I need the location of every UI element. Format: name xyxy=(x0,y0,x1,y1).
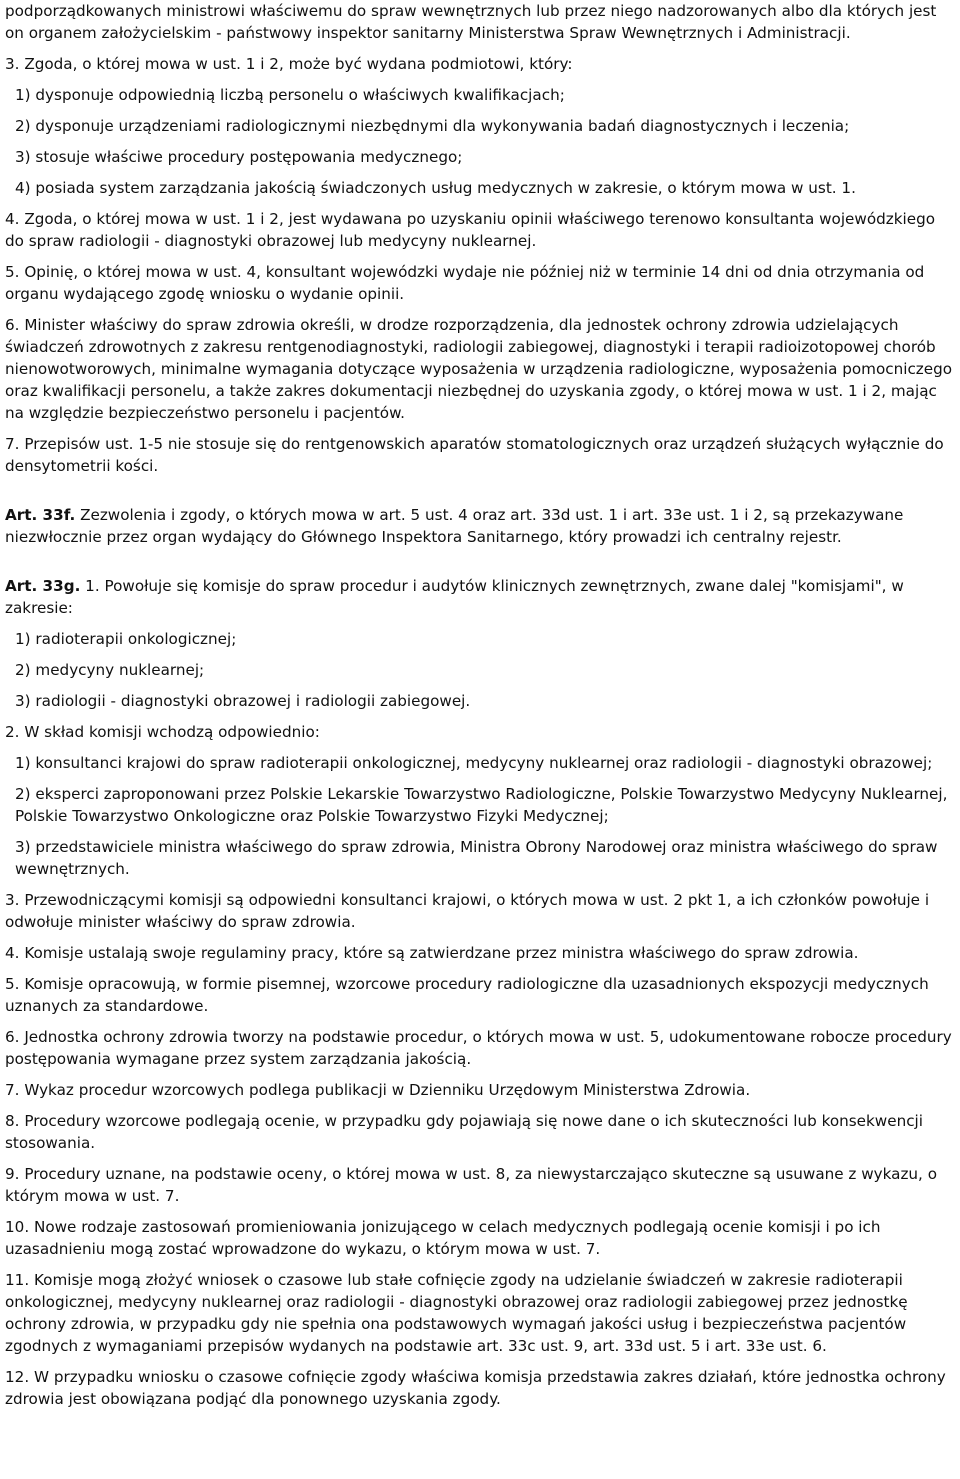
paragraph-6: 6. Minister właściwy do spraw zdrowia określi, w drodze rozporządzenia, dla jednostek ochrony zdrowia udzielających świadczeń zdrowotnych z zakresu rentgenodiagnostyki, radiologii zabiegowej, diagnostyki i terapii radioizotopowej chorób nienowotworowych, minimalne wymagania dotyczące wyposażenia w urządzenia radiologiczne, wyposażenia pomocniczego oraz kwalifikacji personelu, a także zakres dokumentacji niezbędnej do uzyskania zgody, o której mowa w ust. 1 i 2, mając na względzie bezpieczeństwo personelu i pacjentów. xyxy=(5,316,953,422)
paragraph-4: 4. Zgoda, o której mowa w ust. 1 i 2, jest wydawana po uzyskaniu opinii właściwego terenowo konsultanta wojewódzkiego do spraw radiologii - diagnostyki obrazowej lub medycyny nuklearnej. xyxy=(5,210,936,250)
paragraph-4: 4. Komisje ustalają swoje regulaminy pracy, które są zatwierdzane przez ministra właściwego do spraw zdrowia. xyxy=(5,944,859,962)
list-item: 2) medycyny nuklearnej; xyxy=(15,661,205,679)
article-text: Zezwolenia i zgody, o których mowa w art. 5 ust. 4 oraz art. 33d ust. 1 i art. 33e ust. 1 i 2, są przekazywane niezwłocznie przez organ wydający do Głównego Inspektora Sanitarnego, który prowadzi ich centralny rejestr. xyxy=(5,506,904,546)
list-item: 3) radiologii - diagnostyki obrazowej i radiologii zabiegowej. xyxy=(15,692,471,710)
list-item: 1) radioterapii onkologicznej; xyxy=(15,630,237,648)
paragraph-intro-continued: podporządkowanych ministrowi właściwemu do spraw wewnętrznych lub przez niego nadzorowanych albo dla których jest on organem założycielskim - państwowy inspektor sanitarny Ministerstwa Spraw Wewnętrznych i Administracji. xyxy=(5,2,937,42)
paragraph-12: 12. W przypadku wniosku o czasowe cofnięcie zgody właściwa komisja przedstawia zakres działań, które jednostka ochrony zdrowia jest obowiązana podjąć dla ponownego uzyskania zgody. xyxy=(5,1368,946,1408)
list-item: 2) dysponuje urządzeniami radiologicznymi niezbędnymi dla wykonywania badań diagnostycznych i leczenia; xyxy=(15,117,850,135)
paragraph-8: 8. Procedury wzorcowe podlegają ocenie, w przypadku gdy pojawiają się nowe dane o ich skuteczności lub konsekwencji stosowania. xyxy=(5,1112,923,1152)
list-item: 2) eksperci zaproponowani przez Polskie Lekarskie Towarzystwo Radiologiczne, Polskie Towarzystwo Medycyny Nuklearnej, Polskie Towarzystwo Onkologiczne oraz Polskie Towarzystwo Fizyki Medycznej; xyxy=(15,785,948,825)
paragraph-3: 3. Zgoda, o której mowa w ust. 1 i 2, może być wydana podmiotowi, który: xyxy=(5,55,573,73)
list-item: 1) dysponuje odpowiednią liczbą personelu o właściwych kwalifikacjach; xyxy=(15,86,565,104)
list-item: 3) przedstawiciele ministra właściwego do spraw zdrowia, Ministra Obrony Narodowej oraz ministra właściwego do spraw wewnętrznych. xyxy=(15,838,938,878)
paragraph-11: 11. Komisje mogą złożyć wniosek o czasowe lub stałe cofnięcie zgody na udzielanie świadczeń w zakresie radioterapii onkologicznej, medycyny nuklearnej oraz radiologii - diagnostyki obrazowej oraz radiologii zabiegowej przez jednostkę ochrony zdrowia, w przypadku gdy nie spełnia ona podstawowych wymagań jakości usług i bezpieczeństwa pacjentów zgodnych z wymaganiami przepisów wydanych na podstawie art. 33c ust. 9, art. 33d ust. 5 i art. 33e ust. 6. xyxy=(5,1271,908,1355)
article-text: 1. Powołuje się komisje do spraw procedur i audytów klinicznych zewnętrznych, zwane dalej "komisjami", w zakresie: xyxy=(5,577,904,617)
paragraph-2: 2. W skład komisji wchodzą odpowiednio: xyxy=(5,723,320,741)
article-label: Art. 33f. xyxy=(5,506,76,524)
paragraph-7: 7. Przepisów ust. 1-5 nie stosuje się do rentgenowskich aparatów stomatologicznych oraz urządzeń służących wyłącznie do densytometrii kości. xyxy=(5,435,944,475)
paragraph-5: 5. Komisje opracowują, w formie pisemnej, wzorcowe procedury radiologiczne dla uzasadnionych ekspozycji medycznych uznanych za standardowe. xyxy=(5,975,929,1015)
paragraph-9: 9. Procedury uznane, na podstawie oceny, o której mowa w ust. 8, za niewystarczająco skuteczne są usuwane z wykazu, o którym mowa w ust. 7. xyxy=(5,1165,938,1205)
paragraph-6: 6. Jednostka ochrony zdrowia tworzy na podstawie procedur, o których mowa w ust. 5, udokumentowane robocze procedury postępowania wymagane przez system zarządzania jakością. xyxy=(5,1028,952,1068)
paragraph-3: 3. Przewodniczącymi komisji są odpowiedni konsultanci krajowi, o których mowa w ust. 2 pkt 1, a ich członków powołuje i odwołuje minister właściwy do spraw zdrowia. xyxy=(5,891,930,931)
paragraph-10: 10. Nowe rodzaje zastosowań promieniowania jonizującego w celach medycznych podlegają ocenie komisji i po ich uzasadnieniu mogą zostać wprowadzone do wykazu, o którym mowa w ust. 7. xyxy=(5,1218,881,1258)
article-label: Art. 33g. xyxy=(5,577,81,595)
article-33f xyxy=(5,504,955,548)
paragraph-5: 5. Opinię, o której mowa w ust. 4, konsultant wojewódzki wydaje nie później niż w terminie 14 dni od dnia otrzymania od organu wydającego zgodę wniosku o wydanie opinii. xyxy=(5,263,925,303)
list-item: 1) konsultanci krajowi do spraw radioterapii onkologicznej, medycyny nuklearnej oraz radiologii - diagnostyki obrazowej; xyxy=(15,754,933,772)
paragraph-7: 7. Wykaz procedur wzorcowych podlega publikacji w Dzienniku Urzędowym Ministerstwa Zdrowia. xyxy=(5,1081,751,1099)
article-33g xyxy=(5,575,955,619)
list-item: 4) posiada system zarządzania jakością świadczonych usług medycznych w zakresie, o którym mowa w ust. 1. xyxy=(15,179,856,197)
list-item: 3) stosuje właściwe procedury postępowania medycznego; xyxy=(15,148,463,166)
